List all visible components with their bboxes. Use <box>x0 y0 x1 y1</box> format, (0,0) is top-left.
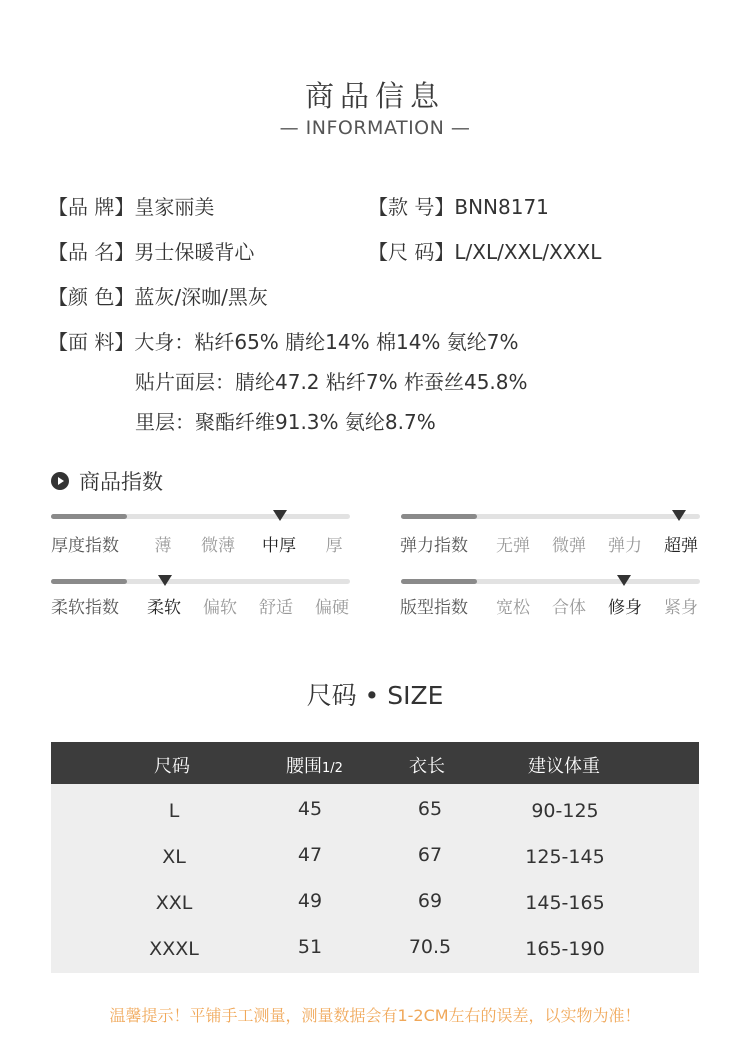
header-waist-sub: 1/2 <box>322 761 343 776</box>
elasticity-marker <box>672 510 686 521</box>
thickness-bar <box>51 514 350 519</box>
cell-length: 67 <box>417 844 443 866</box>
style-row <box>368 191 549 220</box>
fit-option: 紧身 <box>664 598 698 618</box>
header-waist-text: 腰围 <box>286 756 322 777</box>
cell-weight: 145-165 <box>525 892 605 914</box>
cell-size: XXL <box>155 892 193 914</box>
size-value: L/XL/XXL/XXXL <box>454 240 602 264</box>
softness-option-selected: 柔软 <box>147 598 181 618</box>
fit-scale <box>401 579 700 584</box>
cell-size: L <box>168 800 180 822</box>
softness-option: 偏软 <box>203 598 237 618</box>
cell-length: 65 <box>417 798 443 820</box>
cell-length: 70.5 <box>408 936 452 958</box>
fit-option: 合体 <box>552 598 586 618</box>
page-title: 商品信息 <box>304 79 445 113</box>
name-value: 男士保暖背心 <box>134 240 255 264</box>
thickness-option: 微薄 <box>201 536 235 556</box>
color-value: 蓝灰/深咖/黑灰 <box>134 285 268 309</box>
fabric-line-2: 贴片面层：腈纶47.2 粘纤7% 柞蚕丝45.8% <box>135 370 528 394</box>
header-waist <box>286 752 343 778</box>
brand-row <box>48 191 214 220</box>
softness-option: 舒适 <box>259 598 293 618</box>
thickness-option-selected: 中厚 <box>262 536 296 556</box>
cell-waist: 47 <box>297 844 323 866</box>
thickness-option: 厚 <box>325 536 343 556</box>
color-label: 【颜 色】 <box>48 285 135 309</box>
elasticity-option-selected: 超弹 <box>664 536 698 556</box>
index-heading <box>51 466 163 496</box>
cell-waist: 49 <box>297 890 323 912</box>
elasticity-option: 弹力 <box>608 536 642 556</box>
brand-label: 【品 牌】 <box>48 195 135 219</box>
header-length: 衣长 <box>409 756 445 777</box>
elasticity-option: 微弹 <box>552 536 586 556</box>
cell-size: XXXL <box>149 938 199 960</box>
fabric-line-3: 里层：聚酯纤维91.3% 氨纶8.7% <box>135 410 436 434</box>
elasticity-bar <box>401 514 700 519</box>
cell-weight: 165-190 <box>525 938 605 960</box>
measurement-note: 温馨提示！平铺手工测量，测量数据会有1-2CM左右的误差，以实物为准！ <box>109 1006 641 1025</box>
thickness-label: 厚度指数 <box>51 536 119 556</box>
fit-option: 宽松 <box>496 598 530 618</box>
size-row <box>368 236 601 265</box>
elasticity-label: 弹力指数 <box>400 536 468 556</box>
fit-option-selected: 修身 <box>608 598 642 618</box>
cell-weight: 90-125 <box>531 800 599 822</box>
softness-option: 偏硬 <box>315 598 349 618</box>
cell-weight: 125-145 <box>525 846 605 868</box>
header-weight: 建议体重 <box>528 756 600 777</box>
thickness-marker <box>273 510 287 521</box>
header-size: 尺码 <box>154 756 190 777</box>
style-value: BNN8171 <box>454 195 549 219</box>
thickness-option: 薄 <box>154 536 172 556</box>
name-label: 【品 名】 <box>48 240 135 264</box>
elasticity-option: 无弹 <box>496 536 530 556</box>
fabric-line-1: 大身：粘纤65% 腈纶14% 棉14% 氨纶7% <box>134 330 519 354</box>
index-heading-text: 商品指数 <box>79 470 163 494</box>
brand-value: 皇家丽美 <box>134 195 215 219</box>
style-label: 【款 号】 <box>368 195 455 219</box>
elasticity-scale <box>401 514 700 519</box>
cell-size: XL <box>162 846 186 868</box>
size-label: 【尺 码】 <box>368 240 455 264</box>
size-table-body <box>51 784 699 973</box>
size-title: 尺码 • SIZE <box>306 681 444 710</box>
softness-bar <box>51 579 350 584</box>
color-row <box>48 281 268 310</box>
name-row <box>48 236 254 265</box>
cell-length: 69 <box>417 890 443 912</box>
thickness-scale <box>51 514 350 519</box>
fit-marker <box>617 575 631 586</box>
cell-waist: 51 <box>297 936 323 958</box>
softness-marker <box>158 575 172 586</box>
fit-bar <box>401 579 700 584</box>
fabric-label: 【面 料】 <box>48 330 135 354</box>
fit-label: 版型指数 <box>400 598 468 618</box>
fabric-row <box>48 326 519 355</box>
size-table-header <box>51 742 699 784</box>
softness-scale <box>51 579 350 584</box>
cell-waist: 45 <box>297 798 323 820</box>
softness-label: 柔软指数 <box>51 598 119 618</box>
play-icon <box>51 472 69 490</box>
page-subtitle: — INFORMATION — <box>279 117 471 139</box>
